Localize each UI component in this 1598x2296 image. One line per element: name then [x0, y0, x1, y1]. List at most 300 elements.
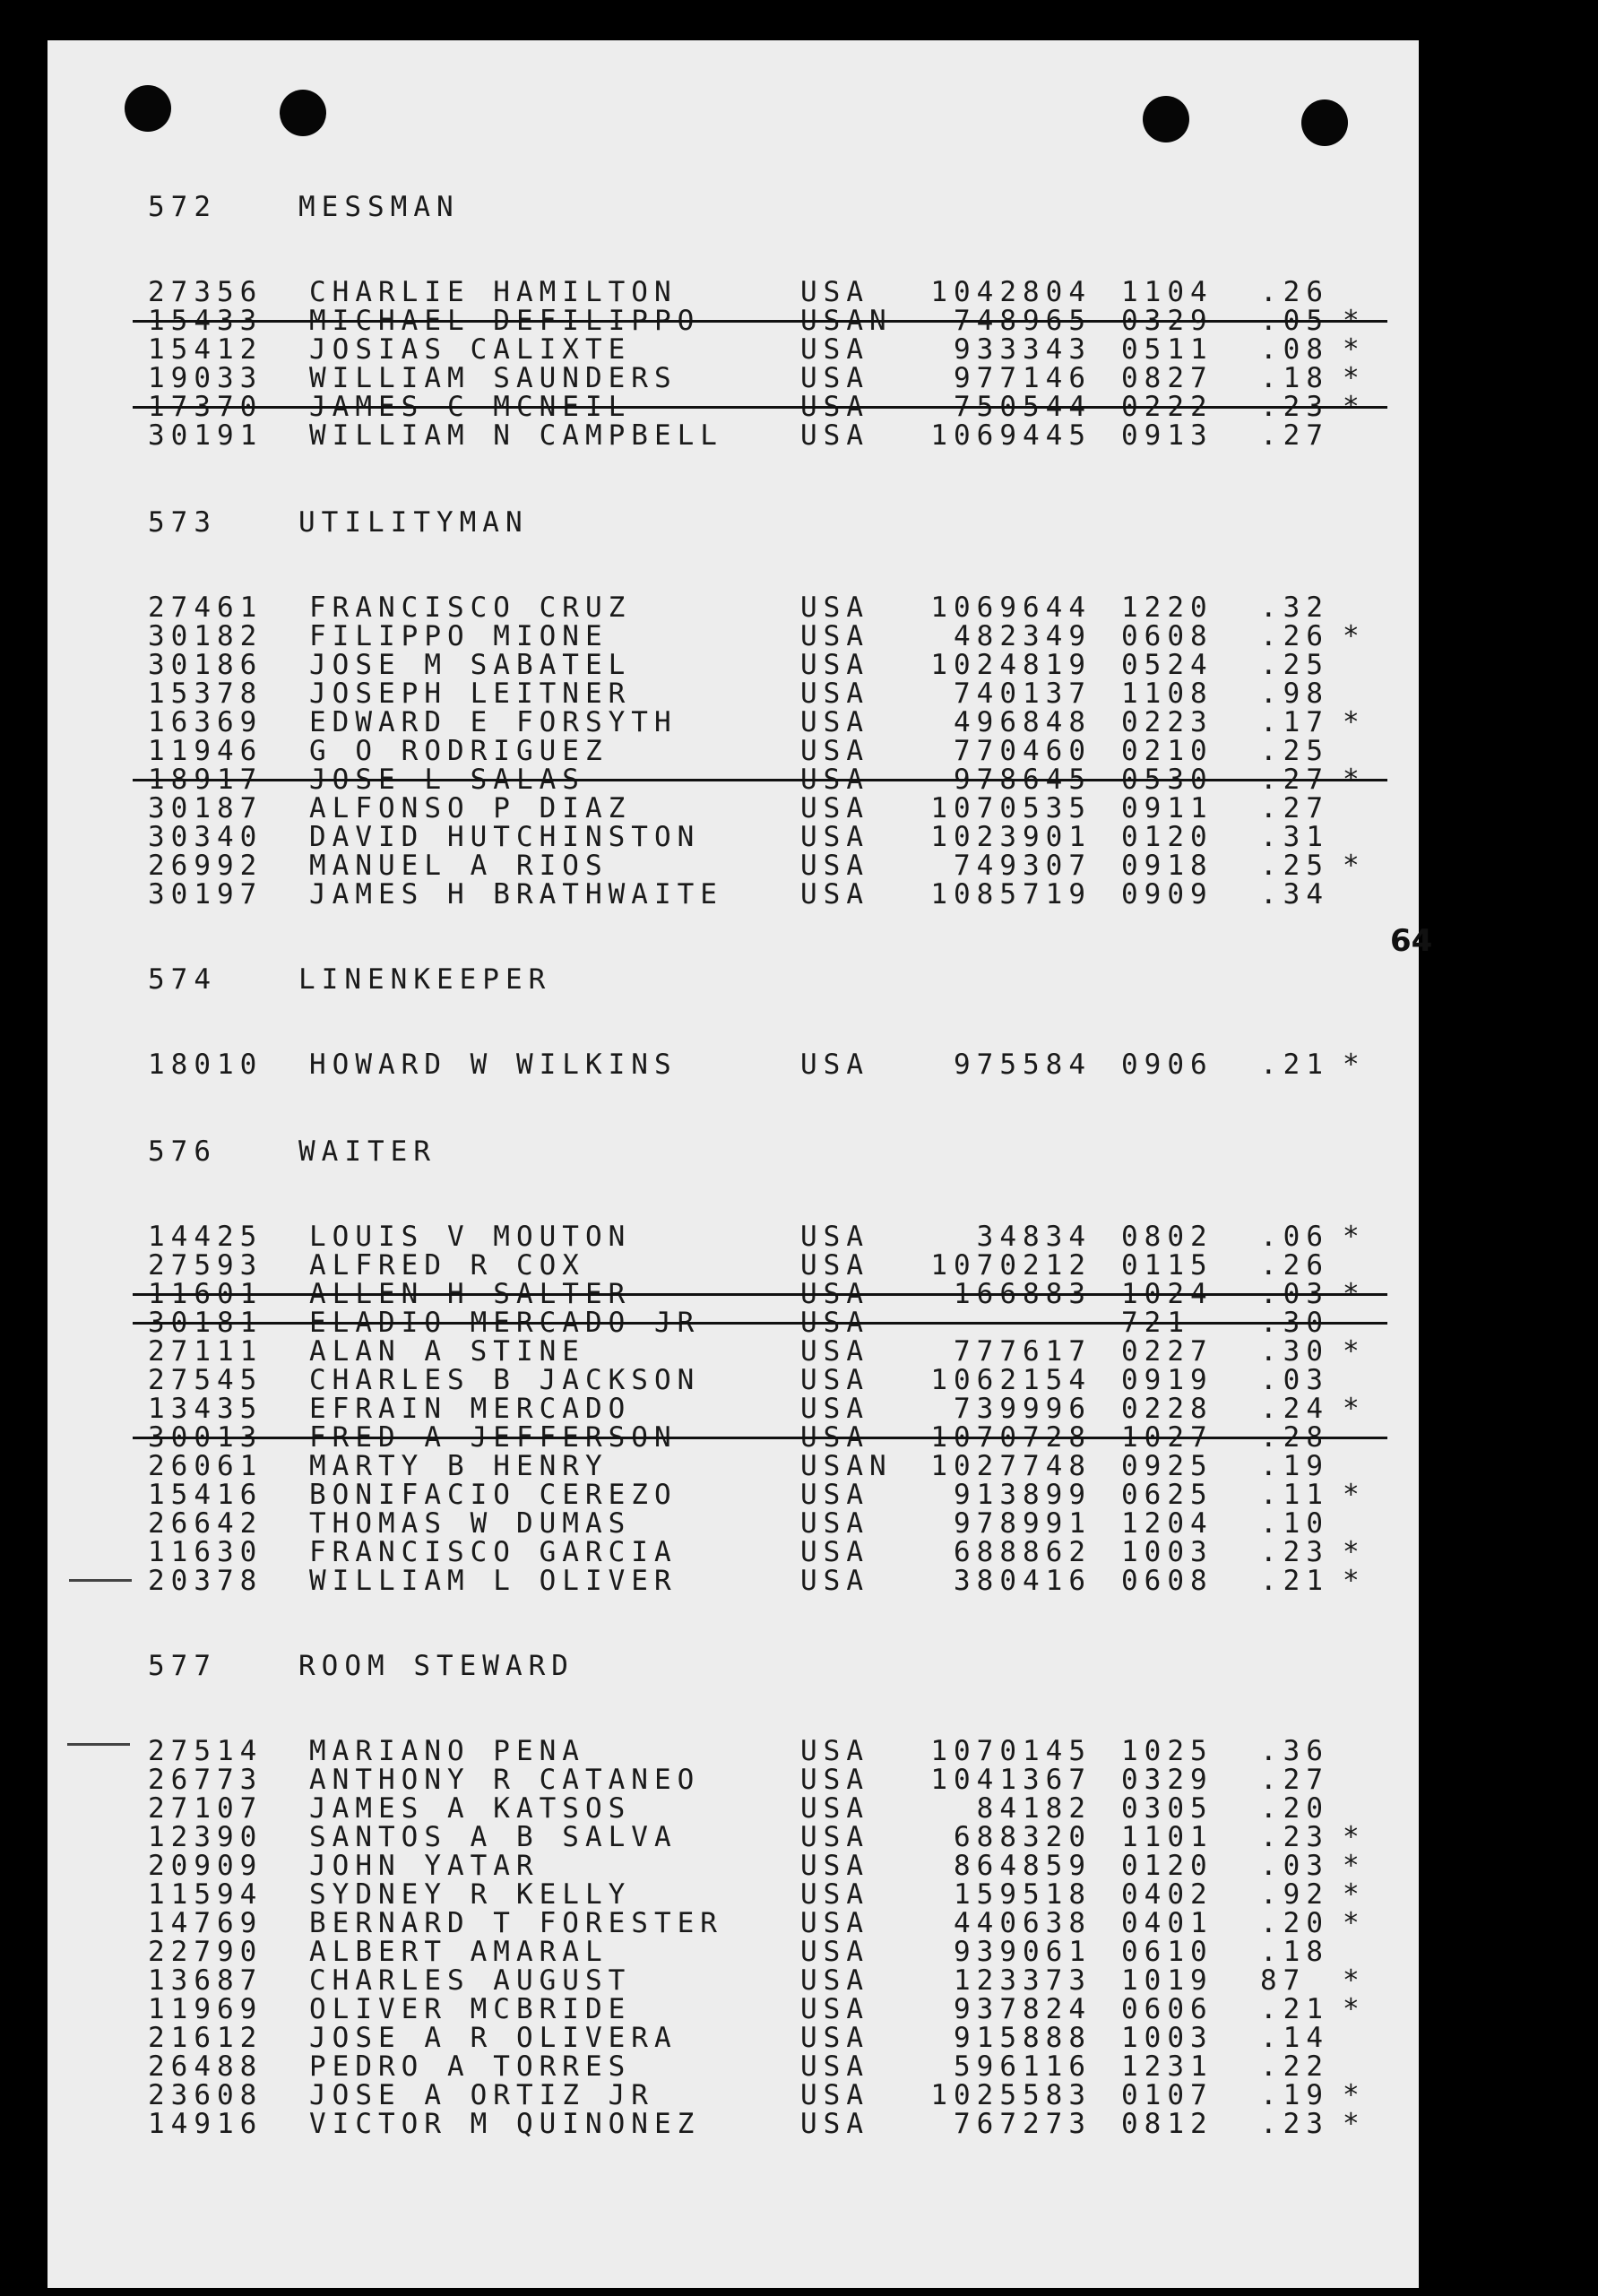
crew-name: CHARLIE HAMILTON — [309, 276, 678, 308]
asterisk-mark: * — [1343, 1821, 1366, 1853]
citizenship: USA — [800, 2108, 869, 2140]
date-code: 1220 — [1121, 591, 1214, 624]
asterisk-mark: * — [1343, 1850, 1366, 1882]
punch-hole-2 — [280, 90, 326, 136]
asterisk-mark: * — [1343, 1221, 1366, 1253]
punch-hole-4 — [1301, 99, 1348, 146]
document-number: 749307 — [954, 850, 1092, 882]
crew-name: ALAN A STINE — [309, 1335, 585, 1368]
rate-value: .27 — [1260, 792, 1329, 824]
crew-id: 11601 — [148, 1278, 263, 1310]
date-code: 1104 — [1121, 276, 1214, 308]
date-code: 0918 — [1121, 850, 1214, 882]
table-row — [48, 1251, 1419, 1280]
asterisk-mark: * — [1343, 1393, 1366, 1425]
crew-id: 14425 — [148, 1221, 263, 1253]
date-code: 1231 — [1121, 2050, 1214, 2083]
section-title: MESSMAN — [298, 191, 460, 223]
citizenship: USA — [800, 821, 869, 853]
rate-value: .18 — [1260, 362, 1329, 394]
citizenship: USA — [800, 2079, 869, 2111]
crew-id: 30181 — [148, 1307, 263, 1339]
rate-value: .25 — [1260, 649, 1329, 681]
crew-id: 23608 — [148, 2079, 263, 2111]
asterisk-mark: * — [1343, 2108, 1366, 2140]
citizenship: USA — [800, 1536, 869, 1568]
strikethrough-line — [133, 320, 1387, 323]
document-number: 1023901 — [930, 821, 1092, 853]
table-row — [48, 794, 1419, 823]
rate-value: .28 — [1260, 1421, 1329, 1454]
crew-id: 11969 — [148, 1993, 263, 2025]
date-code: 0107 — [1121, 2079, 1214, 2111]
crew-id: 21612 — [148, 2022, 263, 2054]
crew-id: 27107 — [148, 1792, 263, 1825]
section-title: UTILITYMAN — [298, 506, 529, 539]
citizenship: USA — [800, 1278, 869, 1310]
rate-value: .22 — [1260, 2050, 1329, 2083]
rate-value: .34 — [1260, 878, 1329, 911]
rate-value: .27 — [1260, 764, 1329, 796]
table-row — [48, 679, 1419, 708]
table-row — [48, 1794, 1419, 1823]
crew-id: 22790 — [148, 1936, 263, 1968]
table-row — [48, 1222, 1419, 1251]
crew-id: 27514 — [148, 1735, 263, 1767]
citizenship: USA — [800, 1735, 869, 1767]
date-code: 0906 — [1121, 1049, 1214, 1081]
rate-value: .21 — [1260, 1049, 1329, 1081]
crew-name: ANTHONY R CATANEO — [309, 1764, 701, 1796]
citizenship: USA — [800, 1364, 869, 1396]
document-number: 750544 — [954, 391, 1092, 423]
citizenship: USA — [800, 362, 869, 394]
citizenship: USA — [800, 1479, 869, 1511]
crew-id: 16369 — [148, 706, 263, 738]
crew-name: PEDRO A TORRES — [309, 2050, 632, 2083]
citizenship: USA — [800, 391, 869, 423]
citizenship: USAN — [800, 1450, 893, 1482]
crew-id: 30013 — [148, 1421, 263, 1454]
date-code: 1003 — [1121, 2022, 1214, 2054]
crew-name: ELADIO MERCADO JR — [309, 1307, 701, 1339]
document-number: 159518 — [954, 1878, 1092, 1911]
date-code: 0511 — [1121, 333, 1214, 366]
table-row — [48, 364, 1419, 393]
document-number: 166883 — [954, 1278, 1092, 1310]
date-code: 0606 — [1121, 1993, 1214, 2025]
crew-name: ALFONSO P DIAZ — [309, 792, 632, 824]
table-row — [48, 2081, 1419, 2110]
crew-id: 27111 — [148, 1335, 263, 1368]
section-title: WAITER — [298, 1135, 436, 1168]
document-number: 123373 — [954, 1964, 1092, 1997]
table-row — [48, 1909, 1419, 1938]
crew-name: WILLIAM SAUNDERS — [309, 362, 678, 394]
citizenship: USA — [800, 419, 869, 452]
section-code: 574 — [148, 963, 217, 996]
citizenship: USA — [800, 1249, 869, 1282]
crew-id: 26488 — [148, 2050, 263, 2083]
date-code: 0120 — [1121, 1850, 1214, 1882]
citizenship: USA — [800, 1764, 869, 1796]
citizenship: USA — [800, 1821, 869, 1853]
table-row — [48, 1737, 1419, 1765]
citizenship: USA — [800, 2050, 869, 2083]
rate-value: .18 — [1260, 1936, 1329, 1968]
table-row — [48, 1509, 1419, 1538]
document-number: 1085719 — [930, 878, 1092, 911]
citizenship: USA — [800, 591, 869, 624]
table-row — [48, 1280, 1419, 1308]
section-code: 577 — [148, 1650, 217, 1682]
date-code: 0610 — [1121, 1936, 1214, 1968]
citizenship: USA — [800, 1878, 869, 1911]
crew-name: MANUEL A RIOS — [309, 850, 609, 882]
citizenship: USA — [800, 1221, 869, 1253]
crew-name: HOWARD W WILKINS — [309, 1049, 678, 1081]
crew-name: MICHAEL DEFILIPPO — [309, 305, 701, 337]
asterisk-mark: * — [1343, 1993, 1366, 2025]
crew-name: JAMES C MCNEIL — [309, 391, 632, 423]
crew-id: 18917 — [148, 764, 263, 796]
document-number: 767273 — [954, 2108, 1092, 2140]
rate-value: .03 — [1260, 1278, 1329, 1310]
strikethrough-line — [133, 406, 1387, 409]
document-number: 34834 — [976, 1221, 1092, 1253]
crew-name: JOSE L SALAS — [309, 764, 585, 796]
crew-name: JOSEPH LEITNER — [309, 678, 632, 710]
crew-id: 20378 — [148, 1565, 263, 1597]
citizenship: USA — [800, 706, 869, 738]
crew-id: 26773 — [148, 1764, 263, 1796]
document-number: 939061 — [954, 1936, 1092, 1968]
rate-value: .23 — [1260, 391, 1329, 423]
citizenship: USA — [800, 1565, 869, 1597]
crew-name: WILLIAM N CAMPBELL — [309, 419, 723, 452]
asterisk-mark: * — [1343, 706, 1366, 738]
table-row — [48, 306, 1419, 335]
rate-value: .25 — [1260, 850, 1329, 882]
crew-id: 14769 — [148, 1907, 263, 1939]
table-row — [48, 421, 1419, 450]
crew-name: JOSE A ORTIZ JR — [309, 2079, 654, 2111]
table-row — [48, 851, 1419, 880]
crew-name: MARTY B HENRY — [309, 1450, 609, 1482]
table-row — [48, 1938, 1419, 1966]
table-row — [48, 1423, 1419, 1452]
rate-value: .19 — [1260, 2079, 1329, 2111]
rate-value: .25 — [1260, 735, 1329, 767]
date-code: 1101 — [1121, 1821, 1214, 1853]
strikethrough-line — [133, 1437, 1387, 1439]
section-heading — [48, 1137, 1419, 1166]
document-number: 975584 — [954, 1049, 1092, 1081]
crew-name: DAVID HUTCHINSTON — [309, 821, 701, 853]
crew-id: 18010 — [148, 1049, 263, 1081]
date-code: 0228 — [1121, 1393, 1214, 1425]
asterisk-mark: * — [1343, 1335, 1366, 1368]
citizenship: USA — [800, 1421, 869, 1454]
table-row — [48, 765, 1419, 794]
crew-id: 27356 — [148, 276, 263, 308]
table-row — [48, 1337, 1419, 1366]
document-number: 688862 — [954, 1536, 1092, 1568]
citizenship: USA — [800, 1335, 869, 1368]
date-code: 1019 — [1121, 1964, 1214, 1997]
document-number: 84182 — [976, 1792, 1092, 1825]
asterisk-mark: * — [1343, 764, 1366, 796]
document-number: 864859 — [954, 1850, 1092, 1882]
crew-id: 27545 — [148, 1364, 263, 1396]
crew-id: 11594 — [148, 1878, 263, 1911]
crew-name: LOUIS V MOUTON — [309, 1221, 632, 1253]
document-number: 1024819 — [930, 649, 1092, 681]
table-row — [48, 622, 1419, 651]
section-title: ROOM STEWARD — [298, 1650, 574, 1682]
date-code: 1027 — [1121, 1421, 1214, 1454]
asterisk-mark: * — [1343, 1049, 1366, 1081]
section-code: 573 — [148, 506, 217, 539]
document-number: 1070145 — [930, 1735, 1092, 1767]
document-number: 1070535 — [930, 792, 1092, 824]
crew-name: EFRAIN MERCADO — [309, 1393, 632, 1425]
punch-hole-1 — [125, 85, 171, 132]
asterisk-mark: * — [1343, 1964, 1366, 1997]
date-code: 0608 — [1121, 620, 1214, 652]
crew-id: 30186 — [148, 649, 263, 681]
citizenship: USA — [800, 1936, 869, 1968]
document-number: 1025583 — [930, 2079, 1092, 2111]
date-code: 0802 — [1121, 1221, 1214, 1253]
rate-value: .03 — [1260, 1364, 1329, 1396]
citizenship: USAN — [800, 305, 893, 337]
strikethrough-line — [133, 1293, 1387, 1296]
asterisk-mark: * — [1343, 1278, 1366, 1310]
rate-value: .20 — [1260, 1792, 1329, 1825]
rate-value: .24 — [1260, 1393, 1329, 1425]
table-row — [48, 335, 1419, 364]
table-row — [48, 593, 1419, 622]
punch-hole-3 — [1143, 96, 1189, 142]
date-code: 0402 — [1121, 1878, 1214, 1911]
date-code: 0329 — [1121, 1764, 1214, 1796]
crew-id: 12390 — [148, 1821, 263, 1853]
citizenship: USA — [800, 735, 869, 767]
section-code: 576 — [148, 1135, 217, 1168]
table-row — [48, 2024, 1419, 2052]
table-row — [48, 1538, 1419, 1567]
crew-name: BONIFACIO CEREZO — [309, 1479, 678, 1511]
crew-name: FRANCISCO CRUZ — [309, 591, 632, 624]
date-code: 0223 — [1121, 706, 1214, 738]
rate-value: .98 — [1260, 678, 1329, 710]
rate-value: .30 — [1260, 1307, 1329, 1339]
document-number: 913899 — [954, 1479, 1092, 1511]
crew-id: 13687 — [148, 1964, 263, 1997]
table-row — [48, 708, 1419, 737]
table-row — [48, 1366, 1419, 1394]
document-number: 1041367 — [930, 1764, 1092, 1796]
document-number: 596116 — [954, 2050, 1092, 2083]
table-row — [48, 2110, 1419, 2138]
citizenship: USA — [800, 1993, 869, 2025]
crew-name: FRANCISCO GARCIA — [309, 1536, 678, 1568]
date-code: 0401 — [1121, 1907, 1214, 1939]
rate-value: .08 — [1260, 333, 1329, 366]
date-code: 1003 — [1121, 1536, 1214, 1568]
document-number: 740137 — [954, 678, 1092, 710]
section-code: 572 — [148, 191, 217, 223]
document-number: 1069644 — [930, 591, 1092, 624]
crew-name: CHARLES B JACKSON — [309, 1364, 701, 1396]
citizenship: USA — [800, 1907, 869, 1939]
crew-name: JAMES A KATSOS — [309, 1792, 632, 1825]
strikethrough-line — [133, 1322, 1387, 1325]
date-code: 1025 — [1121, 1735, 1214, 1767]
crew-name: JOSE A R OLIVERA — [309, 2022, 678, 2054]
date-code: 0827 — [1121, 362, 1214, 394]
rate-value: .31 — [1260, 821, 1329, 853]
citizenship: USA — [800, 1507, 869, 1540]
crew-id: 15378 — [148, 678, 263, 710]
rate-value: .27 — [1260, 1764, 1329, 1796]
crew-name: FILIPPO MIONE — [309, 620, 609, 652]
section-heading — [48, 965, 1419, 994]
crew-name: OLIVER MCBRIDE — [309, 1993, 632, 2025]
table-row — [48, 823, 1419, 851]
date-code: 0530 — [1121, 764, 1214, 796]
table-row — [48, 1823, 1419, 1851]
table-row — [48, 1880, 1419, 1909]
citizenship: USA — [800, 878, 869, 911]
crew-id: 26061 — [148, 1450, 263, 1482]
citizenship: USA — [800, 1307, 869, 1339]
rate-value: .10 — [1260, 1507, 1329, 1540]
asterisk-mark: * — [1343, 1878, 1366, 1911]
crew-name: VICTOR M QUINONEZ — [309, 2108, 701, 2140]
table-row — [48, 2052, 1419, 2081]
citizenship: USA — [800, 1964, 869, 1997]
citizenship: USA — [800, 792, 869, 824]
asterisk-mark: * — [1343, 391, 1366, 423]
document-number: 1070728 — [930, 1421, 1092, 1454]
crew-name: EDWARD E FORSYTH — [309, 706, 678, 738]
crew-name: SYDNEY R KELLY — [309, 1878, 632, 1911]
date-code: 0115 — [1121, 1249, 1214, 1282]
document-number: 933343 — [954, 333, 1092, 366]
table-row — [48, 393, 1419, 421]
citizenship: USA — [800, 678, 869, 710]
document-number: 1069445 — [930, 419, 1092, 452]
rate-value: .23 — [1260, 1536, 1329, 1568]
rate-value: .11 — [1260, 1479, 1329, 1511]
document-number: 978645 — [954, 764, 1092, 796]
document-number: 380416 — [954, 1565, 1092, 1597]
table-row — [48, 1480, 1419, 1509]
crew-name: JOSE M SABATEL — [309, 649, 632, 681]
table-row — [48, 1995, 1419, 2024]
section-heading — [48, 193, 1419, 221]
asterisk-mark: * — [1343, 1536, 1366, 1568]
citizenship: USA — [800, 620, 869, 652]
date-code: 0608 — [1121, 1565, 1214, 1597]
rate-value: .21 — [1260, 1565, 1329, 1597]
crew-id: 13435 — [148, 1393, 263, 1425]
date-code: 0222 — [1121, 391, 1214, 423]
document-number: 739996 — [954, 1393, 1092, 1425]
asterisk-mark: * — [1343, 850, 1366, 882]
crew-id: 27461 — [148, 591, 263, 624]
date-code: 0911 — [1121, 792, 1214, 824]
rate-value: .05 — [1260, 305, 1329, 337]
date-code: 0120 — [1121, 821, 1214, 853]
strikethrough-line — [133, 779, 1387, 781]
rate-value: .14 — [1260, 2022, 1329, 2054]
table-row — [48, 651, 1419, 679]
table-row — [48, 1308, 1419, 1337]
crew-name: THOMAS W DUMAS — [309, 1507, 632, 1540]
table-row — [48, 737, 1419, 765]
document-number: 1062154 — [930, 1364, 1092, 1396]
date-code: 1204 — [1121, 1507, 1214, 1540]
section-heading — [48, 508, 1419, 537]
crew-name: FRED A JEFFERSON — [309, 1421, 678, 1454]
date-code: 721 — [1121, 1307, 1190, 1339]
date-code: 0812 — [1121, 2108, 1214, 2140]
document-number: 977146 — [954, 362, 1092, 394]
document-number: 748965 — [954, 305, 1092, 337]
citizenship: USA — [800, 649, 869, 681]
crew-id: 20909 — [148, 1850, 263, 1882]
date-code: 0329 — [1121, 305, 1214, 337]
rate-value: .92 — [1260, 1878, 1329, 1911]
document-number: 688320 — [954, 1821, 1092, 1853]
crew-name: WILLIAM L OLIVER — [309, 1565, 678, 1597]
table-row — [48, 278, 1419, 306]
asterisk-mark: * — [1343, 1565, 1366, 1597]
section-heading — [48, 1652, 1419, 1680]
citizenship: USA — [800, 2022, 869, 2054]
rate-value: .23 — [1260, 2108, 1329, 2140]
rate-value: .20 — [1260, 1907, 1329, 1939]
asterisk-mark: * — [1343, 333, 1366, 366]
asterisk-mark: * — [1343, 2079, 1366, 2111]
citizenship: USA — [800, 850, 869, 882]
rate-value: .19 — [1260, 1450, 1329, 1482]
document-number: 1042804 — [930, 276, 1092, 308]
date-code: 0524 — [1121, 649, 1214, 681]
table-row — [48, 880, 1419, 909]
asterisk-mark: * — [1343, 362, 1366, 394]
crew-id: 30187 — [148, 792, 263, 824]
crew-name: MARIANO PENA — [309, 1735, 585, 1767]
rate-value: .30 — [1260, 1335, 1329, 1368]
citizenship: USA — [800, 1850, 869, 1882]
crew-name: JAMES H BRATHWAITE — [309, 878, 723, 911]
crew-id: 19033 — [148, 362, 263, 394]
document-number: 915888 — [954, 2022, 1092, 2054]
crew-id: 17370 — [148, 391, 263, 423]
crew-name: BERNARD T FORESTER — [309, 1907, 723, 1939]
crew-id: 11630 — [148, 1536, 263, 1568]
table-row — [48, 1050, 1419, 1079]
crew-name: CHARLES AUGUST — [309, 1964, 632, 1997]
date-code: 0625 — [1121, 1479, 1214, 1511]
rate-value: .17 — [1260, 706, 1329, 738]
asterisk-mark: * — [1343, 1479, 1366, 1511]
document-number: 1027748 — [930, 1450, 1092, 1482]
